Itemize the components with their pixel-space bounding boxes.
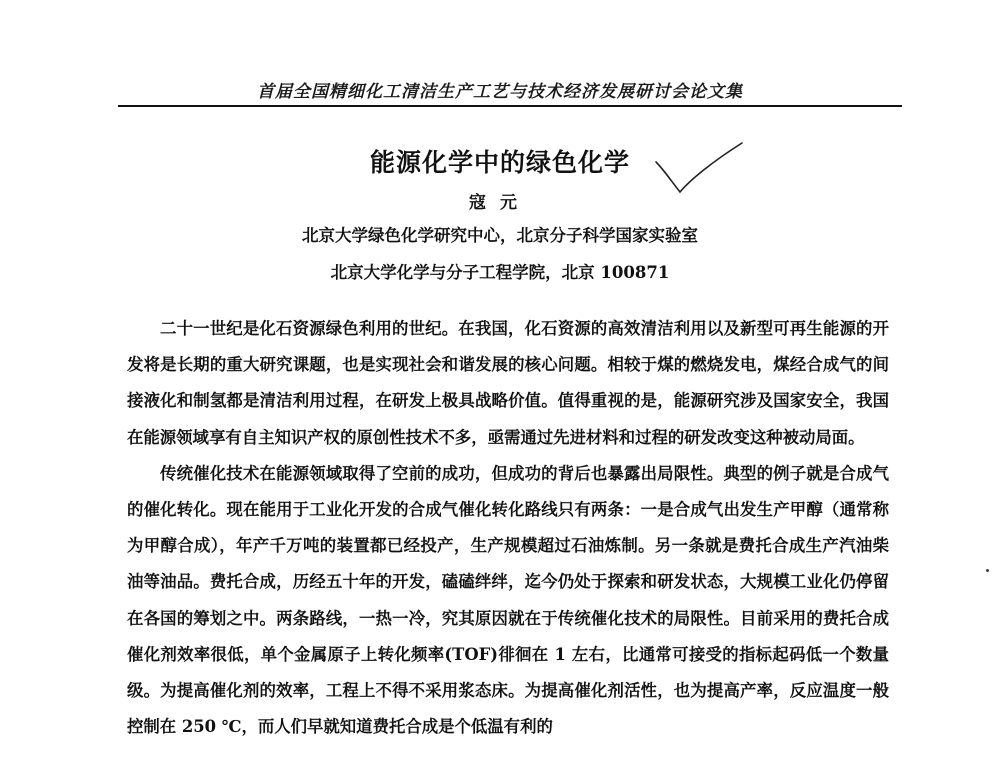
paper-title: 能源化学中的绿色化学 [369, 148, 630, 177]
affiliation-1: 北京大学绿色化学研究中心，北京分子科学国家实验室 [302, 226, 698, 245]
affiliation-2: 北京大学化学与分子工程学院，北京 100871 [330, 263, 670, 282]
header-rule [118, 105, 902, 107]
paragraph-1: 二十一世纪是化石资源绿色利用的世纪。在我国，化石资源的高效清洁利用以及新型可再生能源的开发将是长期的重大研究课题，也是实现社会和谐发展的核心问题。相较于煤的燃烧发电，煤经合成气的间接液化和制氢都是清洁利用过程，在研发上极具战略价值。值得重视的是，能源研究涉及国家安全，我国在能源领域享有自主知识产权的原创性技术不多，亟需通过先进材料和过程的研发改变这种被动局面。 [127, 319, 889, 447]
running-header: 首届全国精细化工清洁生产工艺与技术经济发展研讨会论文集 [257, 82, 743, 102]
author-name: 寇元 [469, 193, 531, 213]
body-text [127, 311, 889, 745]
scan-speck [986, 569, 989, 572]
paragraph-2: 传统催化技术在能源领域取得了空前的成功，但成功的背后也暴露出局限性。典型的例子就是合成气的催化转化。现在能用于工业化开发的合成气催化转化路线只有两条：一是合成气出发生产甲醇（通常称为甲醇合成），年产千万吨的装置都已经投产，生产规模超过石油炼制。另一条就是费托合成生产汽油柴油等油品。费托合成，历经五十年的开发，磕磕绊绊，迄今仍处于探索和研发状态，大规模工业化仍停留在各国的筹划之中。两条路线，一热一冷，究其原因就在于传统催化技术的局限性。目前采用的费托合成催化剂效率很低，单个金属原子上转化频率(TOF)徘徊在 1 左右，比通常可接受的指标起码低一个数量级。为提高催化剂的效率，工程上不得不采用浆态床。为提高催化剂活性，也为提高产率，反应温度一般控制在 250 ℃，而人们早就知道费托合成是个低温有利的 [127, 463, 889, 737]
